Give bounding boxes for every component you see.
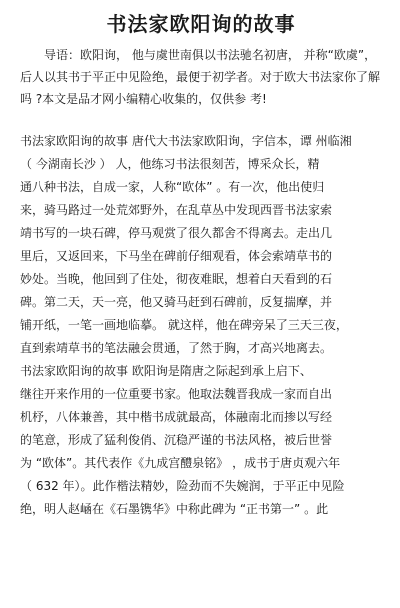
body-line: 绝，明人赵崡在《石墨镌华》中称此碑为 “正书第一” 。此: [20, 502, 329, 516]
body-line: 直到索靖草书的笔法融会贯通，了然于胸，才高兴地离去。: [20, 341, 333, 355]
body-line: 通八种书法，自成一家，人称“欧体” 。有一次，他出使归: [20, 180, 325, 194]
intro-paragraph: 导语：欧阳询， 他与虞世南俱以书法驰名初唐， 并称“欧虞”，后人以其书于平正中见险绝，最便于初学者。对于欧大书法家你了解吗 ?本文是品才网小编精心收集的，仅供参 考!: [20, 48, 381, 106]
body-line: 机杼，八体兼善，其中楷书成就最高，体融南北而掺以写经: [20, 410, 333, 424]
paragraph-gap: [20, 110, 382, 130]
body-text: [20, 130, 382, 521]
body-line: 继往开来作用的一位重要书家。他取法魏晋我成一家而自出: [20, 387, 333, 401]
body-line: 靖书写的一块石碑，停马观赏了很久都舍不得离去。走出几: [20, 226, 333, 240]
body-line: 来，骑马路过一处荒郊野外，在乱草丛中发现西晋书法家索: [20, 203, 333, 217]
body-line: 书法家欧阳询的故事 欧阳询是隋唐之际起到承上启下、: [20, 364, 312, 378]
body-line: 书法家欧阳询的故事 唐代大书法家欧阳询，字信本，谭 州临湘: [20, 134, 352, 148]
body-line: 为 “欧体”。其代表作《九成宫醴泉铭》 ，成书于唐贞观六年: [20, 456, 341, 470]
document-title: 书法家欧阳询的故事: [106, 12, 296, 36]
body-line: 里后，又返回来，下马坐在碑前仔细观看，体会索靖草书的: [20, 249, 333, 263]
body-line: 铺开纸，一笔一画地临摹。 就这样，他在碑旁呆了三天三夜，: [20, 318, 348, 332]
body-line: 妙处。当晚，他回到了住处，彻夜难眠，想着白天看到的石: [20, 272, 333, 286]
body-line: （ 632 年）。此作楷法精妙，险劲而不失婉润，于平正中见险: [20, 479, 345, 493]
body-line: （ 今湖南长沙 ） 人，他练习书法很刻苦，博采众长，精: [20, 157, 320, 171]
body-line: 碑。第二天，天一亮，他又骑马赶到石碑前，反复揣摩，并: [20, 295, 333, 309]
body-line: 的笔意，形成了猛利俊俏、沉稳严谨的书法风格，被后世誉: [20, 433, 333, 447]
